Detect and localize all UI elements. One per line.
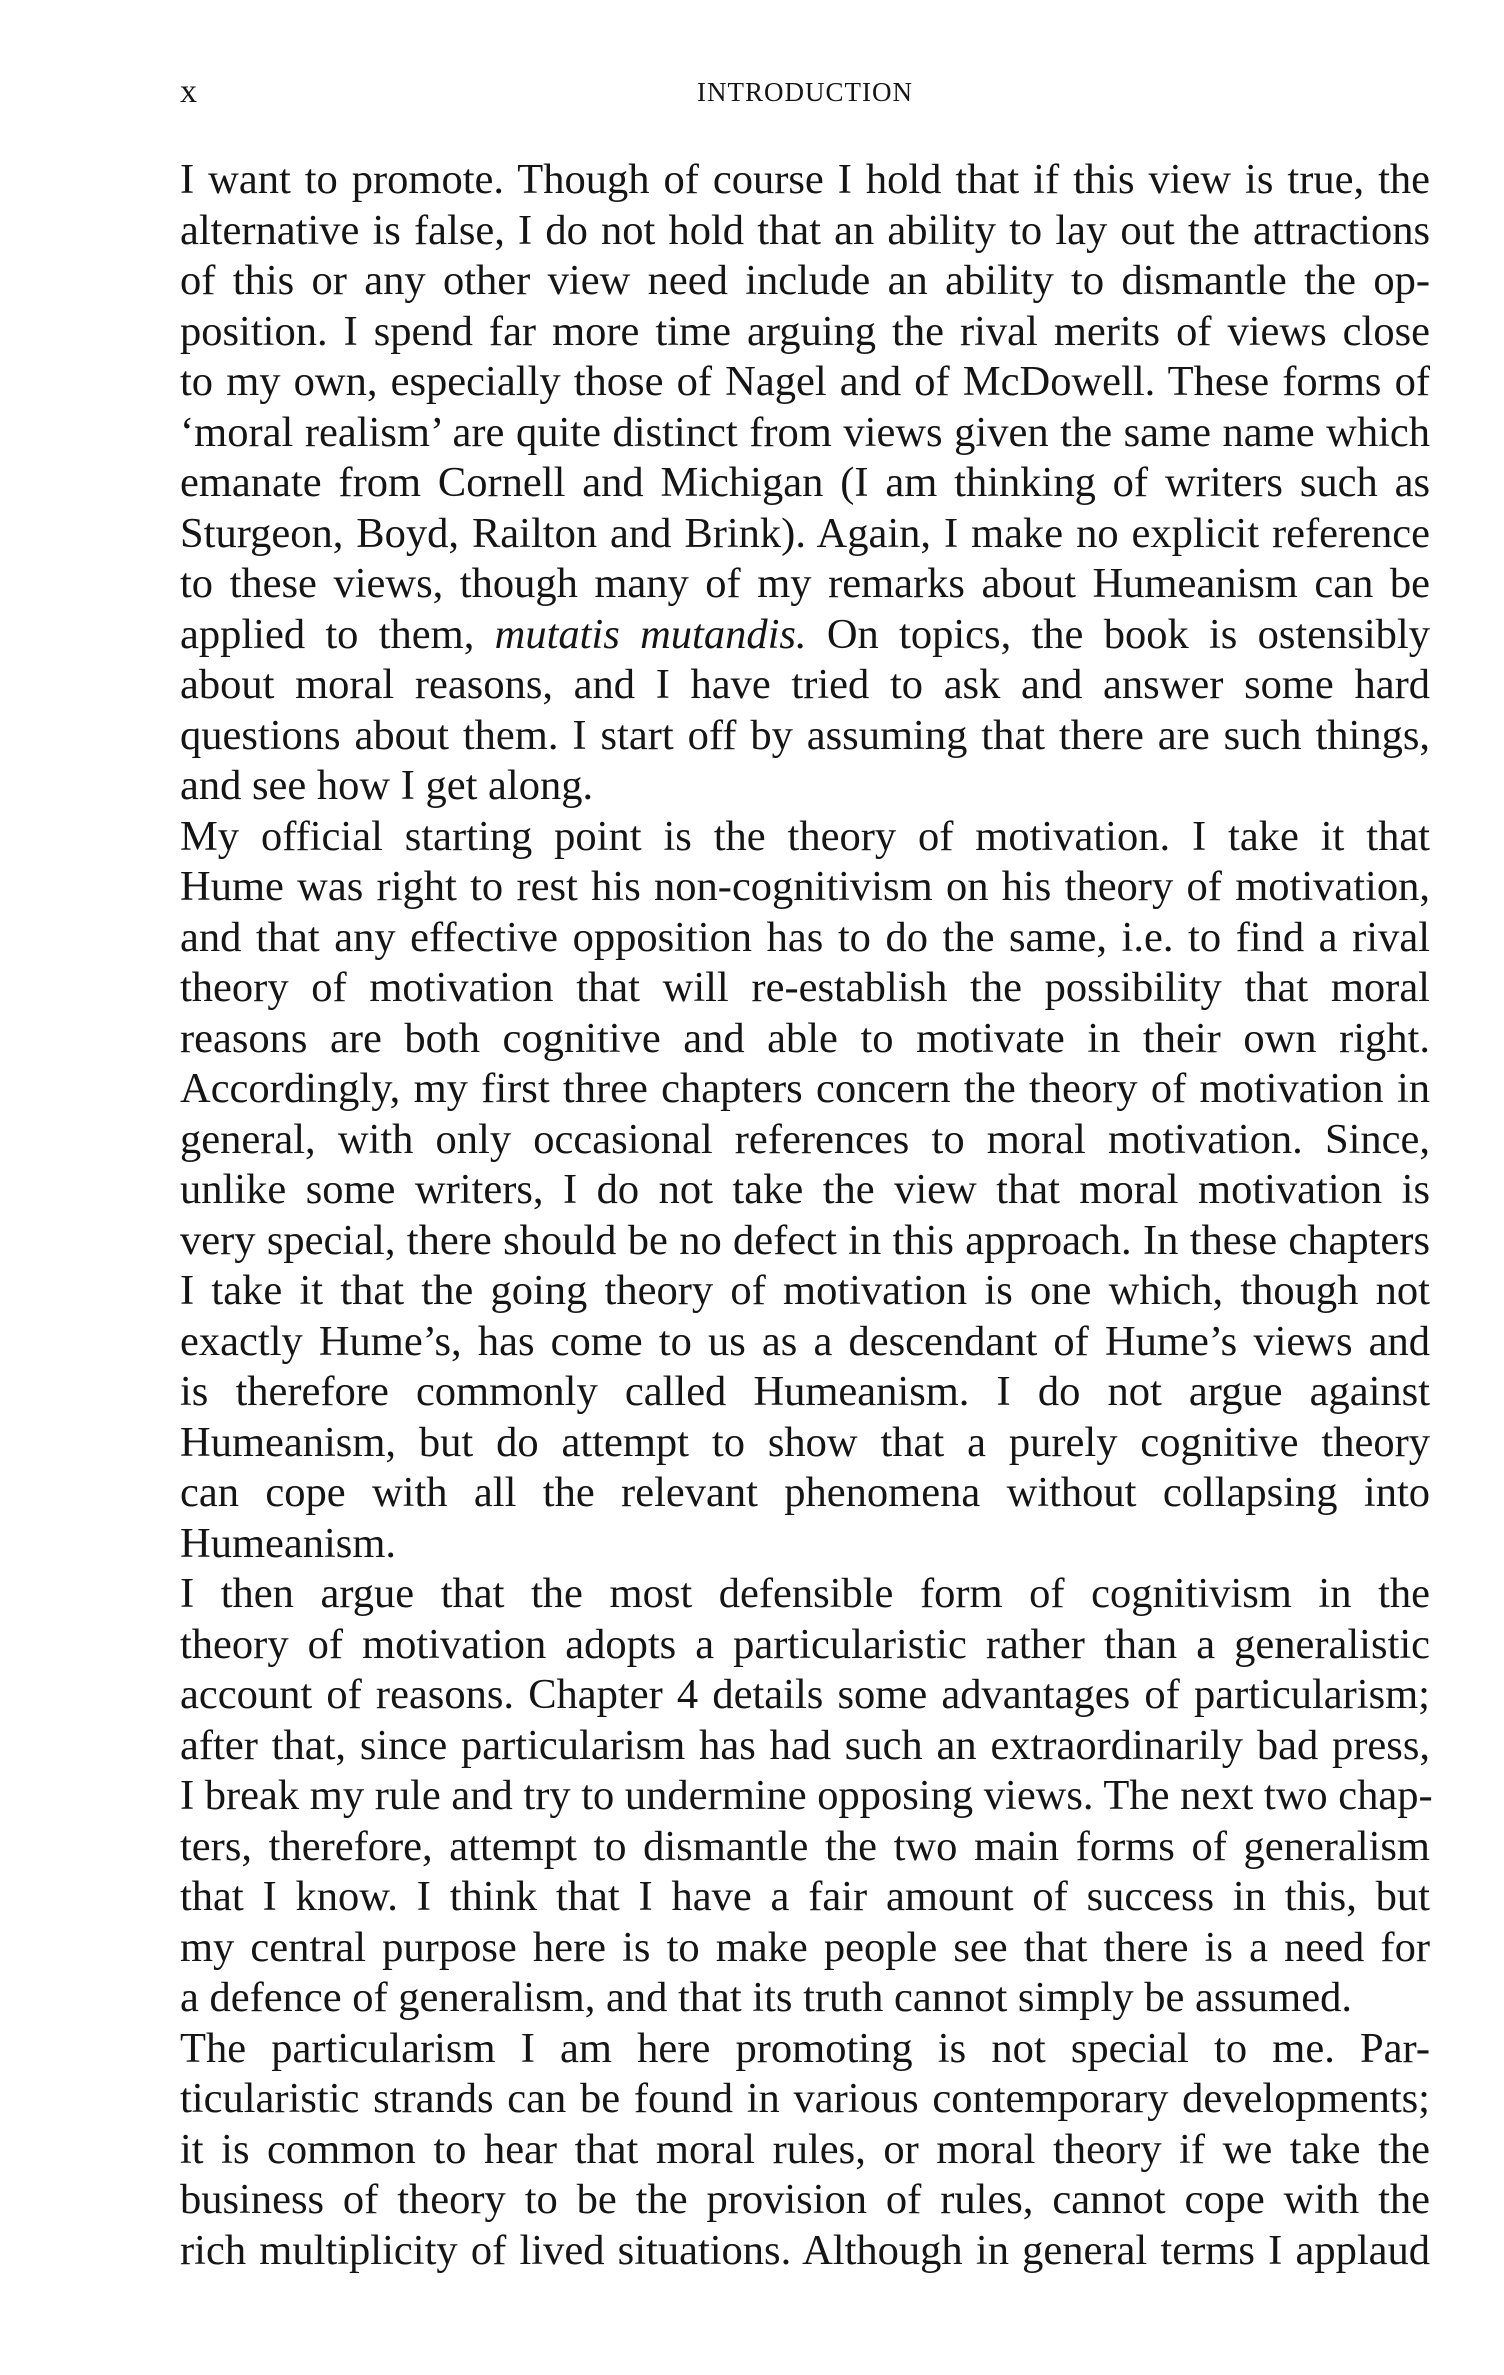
- text-line: alternative is false, I do not hold that an ability to lay out the attractions: [180, 206, 1430, 254]
- text-line: Humeanism.: [180, 1519, 397, 1567]
- running-title: INTRODUCTION: [697, 77, 913, 107]
- text-line: theory of motivation adopts a particularistic rather than a generalistic: [180, 1620, 1430, 1668]
- text-line: of this or any other view need include an ability to dismantle the op-: [180, 257, 1430, 304]
- text-line: very special, there should be no defect in this approach. In these chapters: [180, 1216, 1430, 1264]
- text-line: I take it that the going theory of motivation is one which, though not: [180, 1267, 1430, 1314]
- text-line: and that any effective opposition has to do the same, i.e. to find a rival: [180, 913, 1430, 961]
- text-line: about moral reasons, and I have tried to ask and answer some hard: [180, 661, 1430, 708]
- text-line: general, with only occasional references to moral motivation. Since,: [180, 1115, 1430, 1163]
- text-line: The particularism I am here promoting is not special to me. Par-: [180, 2024, 1430, 2072]
- text-line: that I know. I think that I have a fair amount of success in this, but: [180, 1873, 1430, 1920]
- text-line: can cope with all the relevant phenomena without collapsing into: [180, 1469, 1430, 1516]
- text-line: I want to promote. Though of course I hold that if this view is true, the: [180, 156, 1430, 203]
- text-line: unlike some writers, I do not take the view that moral motivation is: [180, 1166, 1430, 1213]
- text-line: questions about them. I start off by assuming that there are such things,: [180, 711, 1430, 759]
- text-line: my central purpose here is to make people see that there is a need for: [180, 1923, 1430, 1971]
- text-line: a defence of generalism, and that its truth cannot simply be assumed.: [180, 1974, 1352, 2021]
- text-run: applied to them,: [180, 610, 495, 658]
- text-line: ‘moral realism’ are quite distinct from views given the same name which: [180, 408, 1430, 456]
- text-line: to these views, though many of my remarks about Humeanism can be: [180, 560, 1430, 607]
- text-line: Hume was right to rest his non-cognitivism on his theory of motivation,: [180, 863, 1430, 910]
- text-line: after that, since particularism has had such an extraordinarily bad press,: [180, 1721, 1430, 1769]
- paragraph-1: [180, 155, 1430, 812]
- page-number: x: [180, 73, 197, 110]
- text-line: position. I spend far more time arguing the rival merits of views close: [180, 307, 1430, 355]
- text-line: My official starting point is the theory of motivation. I take it that: [180, 812, 1430, 860]
- text-line: I then argue that the most defensible form of cognitivism in the: [180, 1570, 1430, 1617]
- text-line: theory of motivation that will re-establish the possibility that moral: [180, 964, 1430, 1011]
- body-text: [180, 155, 1433, 2276]
- running-head: [180, 62, 1430, 122]
- text-line: I break my rule and try to undermine opposing views. The next two chap-: [180, 1772, 1433, 1819]
- text-line: to my own, especially those of Nagel and of McDowell. These forms of: [180, 358, 1430, 405]
- text-line: is therefore commonly called Humeanism. I do not argue against: [180, 1368, 1430, 1415]
- paragraph-4: [180, 2024, 1430, 2277]
- text-line: reasons are both cognitive and able to motivate in their own right.: [180, 1014, 1430, 1062]
- text-line: exactly Hume’s, has come to us as a descendant of Hume’s views and: [180, 1317, 1430, 1365]
- text-line: emanate from Cornell and Michigan (I am thinking of writers such as: [180, 459, 1430, 506]
- text-line: business of theory to be the provision of rules, cannot cope with the: [180, 2176, 1430, 2223]
- text-line-with-italic: [180, 610, 1430, 661]
- text-line: rich multiplicity of lived situations. Although in general terms I applaud: [180, 2226, 1430, 2274]
- italic-phrase: mutatis mutandis.: [494, 610, 807, 658]
- text-line: Humeanism, but do attempt to show that a purely cognitive theory: [180, 1418, 1430, 1466]
- text-line: Accordingly, my first three chapters concern the theory of motivation in: [180, 1065, 1430, 1112]
- text-line: ters, therefore, attempt to dismantle the two main forms of generalism: [180, 1822, 1430, 1870]
- text-line: and see how I get along.: [180, 762, 594, 809]
- text-line: ticularistic strands can be found in various contemporary developments;: [180, 2075, 1430, 2122]
- text-line: Sturgeon, Boyd, Railton and Brink). Again, I make no explicit reference: [180, 509, 1430, 557]
- paragraph-3: [180, 1569, 1433, 2024]
- text-line: it is common to hear that moral rules, or moral theory if we take the: [180, 2125, 1430, 2173]
- text-line: account of reasons. Chapter 4 details some advantages of particularism;: [180, 1671, 1430, 1718]
- paragraph-2: [180, 812, 1430, 1570]
- text-run: On topics, the book is ostensibly: [806, 610, 1430, 658]
